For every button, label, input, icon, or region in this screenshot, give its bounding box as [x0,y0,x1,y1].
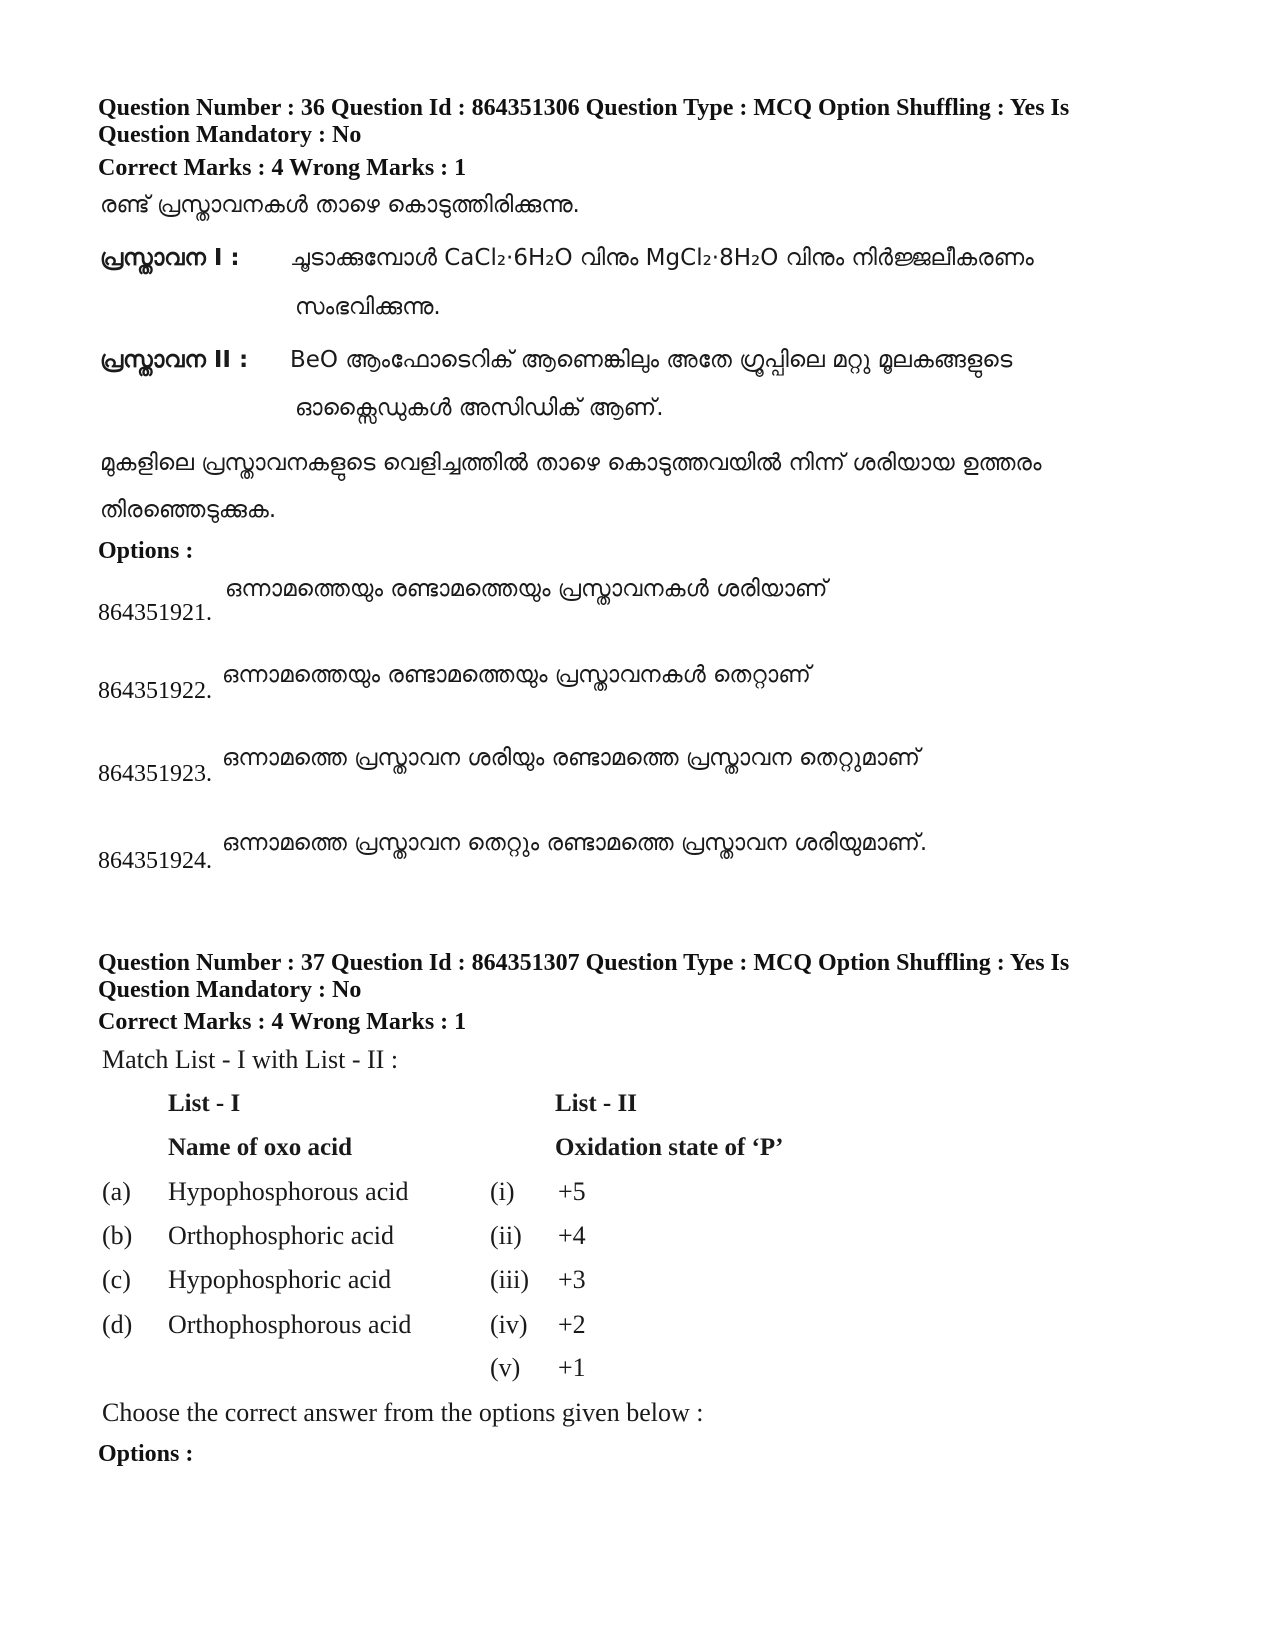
q36-options-label: Options : [98,538,194,564]
q36-instruction-line2: തിരഞ്ഞെടുക്കുക. [100,497,277,523]
q36-option-text[interactable]: ഒന്നാമത്തെ പ്രസ്താവന തെറ്റും രണ്ടാമത്തെ പ്രസ്താവന ശരിയുമാണ്. [222,830,928,856]
list1-row-label: (d) [102,1310,133,1339]
list2-row-label: (iii) [490,1265,529,1294]
q36-statement1-line2: സംഭവിക്കുന്നു. [295,294,441,320]
q37-header-line1: Question Number : 37 Question Id : 864351307 Question Type : MCQ Option Shuffling : Yes Is [98,950,1070,976]
q36-marks: Correct Marks : 4 Wrong Marks : 1 [98,155,467,181]
list1-title: List - I [168,1090,241,1117]
list2-row-text: +5 [558,1177,586,1206]
q37-marks: Correct Marks : 4 Wrong Marks : 1 [98,1009,467,1035]
q37-intro: Match List - I with List - II : [102,1045,399,1074]
q36-intro: രണ്ട് പ്രസ്താവനകൾ താഴെ കൊടുത്തിരിക്കുന്നു. [100,192,580,218]
q37-header-line2: Question Mandatory : No [98,977,362,1003]
list1-row-text: Orthophosphorous acid [168,1310,412,1339]
q36-option-id: 864351923. [98,761,212,787]
q36-option-text[interactable]: ഒന്നാമത്തെയും രണ്ടാമത്തെയും പ്രസ്താവനകൾ തെറ്റാണ് [222,662,811,688]
q36-statement1-line1: ചൂടാക്കുമ്പോൾ CaCl₂·6H₂O വിനും MgCl₂·8H₂O വിനും നിർജ്ജലീകരണം [290,245,1034,271]
list2-title: List - II [555,1090,637,1117]
q37-instruction: Choose the correct answer from the options given below : [102,1398,704,1427]
q36-option-id: 864351922. [98,678,212,704]
list2-row-text: +3 [558,1265,586,1294]
list1-row-label: (a) [102,1177,131,1206]
q36-header-line2: Question Mandatory : No [98,122,362,148]
list2-row-text: +2 [558,1310,586,1339]
list1-subtitle: Name of oxo acid [168,1134,352,1161]
q37-options-label: Options : [98,1441,194,1467]
list2-subtitle: Oxidation state of ‘P’ [555,1134,784,1161]
q36-statement2-line1: BeO ആംഫോടെറിക് ആണെങ്കിലും അതേ ഗ്രൂപ്പിലെ മറ്റു മൂലകങ്ങളുടെ [290,347,1013,373]
list1-row-label: (b) [102,1221,133,1250]
list2-row-text: +4 [558,1221,586,1250]
q36-statement1-label: പ്രസ്താവന I : [100,245,240,271]
q36-option-id: 864351924. [98,848,212,874]
list1-row-text: Hypophosphorous acid [168,1177,409,1206]
list2-row-label: (iv) [490,1310,528,1339]
q36-option-id: 864351921. [98,600,212,626]
q36-header-line1: Question Number : 36 Question Id : 864351306 Question Type : MCQ Option Shuffling : Yes Is [98,95,1070,121]
list2-row-label: (ii) [490,1221,522,1250]
list1-row-text: Orthophosphoric acid [168,1221,395,1250]
list2-row-text: +1 [558,1353,586,1382]
q36-statement2-line2: ഓക്സൈഡുകൾ അസിഡിക് ആണ്. [295,395,664,421]
list1-row-text: Hypophosphoric acid [168,1265,392,1294]
q36-statement2-label: പ്രസ്താവന II : [100,347,249,373]
q36-option-text[interactable]: ഒന്നാമത്തെയും രണ്ടാമത്തെയും പ്രസ്താവനകൾ ശരിയാണ് [225,576,828,602]
q36-instruction-line1: മുകളിലെ പ്രസ്താവനകളുടെ വെളിച്ചത്തിൽ താഴെ കൊടുത്തവയിൽ നിന്ന് ശരിയായ ഉത്തരം [100,450,1042,476]
list2-row-label: (i) [490,1177,515,1206]
q36-option-text[interactable]: ഒന്നാമത്തെ പ്രസ്താവന ശരിയും രണ്ടാമത്തെ പ്രസ്താവന തെറ്റുമാണ് [222,745,920,771]
list1-row-label: (c) [102,1265,131,1294]
list2-row-label: (v) [490,1353,521,1382]
